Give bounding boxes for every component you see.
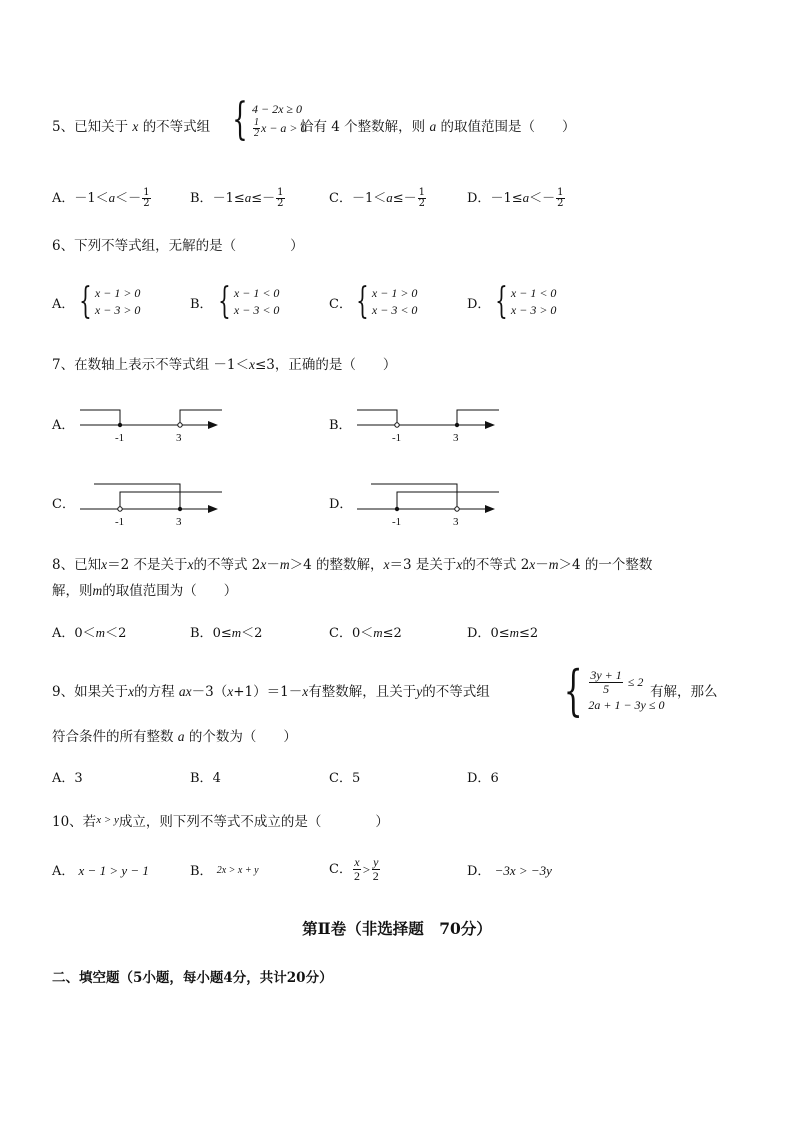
- q7-d-point-1: [395, 507, 399, 511]
- q7-a-tick-2: 3: [176, 432, 182, 444]
- q7-b-right-bracket: [457, 410, 499, 425]
- arrow-icon: [208, 505, 218, 513]
- arrow-icon: [485, 505, 495, 513]
- q10-option-b[interactable]: B． 2x > x + y: [190, 864, 259, 879]
- q9-stem-line1: 9、如果关于x的方程 ax－3（x+1）＝1－x有整数解，且关于y的不等式组: [52, 684, 490, 700]
- q7-a-right-bracket: [180, 410, 222, 425]
- q10-option-d[interactable]: D． −3x > −3y: [467, 863, 552, 879]
- q8-stem-line1: 8、已知x＝2 不是关于x的不等式 2x－m＞4 的整数解，x＝3 是关于x的不等式 2x－m＞4 的一个整数: [52, 557, 653, 573]
- q5-stem-tail: 恰有 4 个整数解，则 a 的取值范围是（ ）: [300, 119, 576, 135]
- q7-a-tick-1: -1: [115, 432, 125, 444]
- q6-option-b[interactable]: { x − 1 < 0 x − 3 < 0: [218, 281, 280, 322]
- q7-d-point-2: [455, 507, 459, 511]
- q7-b-point-1: [395, 423, 399, 427]
- q9-option-b[interactable]: B．4: [190, 771, 221, 786]
- arrow-icon: [208, 421, 218, 429]
- q9-stem-line2: 符合条件的所有整数 a 的个数为（ ）: [52, 729, 297, 745]
- q10-stem: 10、若$^{x > y}$成立，则下列不等式不成立的是（ ）: [52, 814, 389, 830]
- q7-d-upper-bracket: [371, 484, 457, 509]
- q7-option-a-number-line[interactable]: [70, 400, 230, 450]
- q6-option-c-label[interactable]: C．: [329, 297, 352, 312]
- q9-inequality-system: { $\frac{3y + 1}{5}$ ≤ 2 2a + 1 − 3y ≤ 0: [563, 659, 665, 722]
- q6-option-d-label[interactable]: D．: [467, 297, 491, 312]
- q7-option-b-label[interactable]: B．: [329, 418, 352, 433]
- q5-option-c[interactable]: C．－1＜a≤－ $\frac{1}{2}$: [329, 187, 426, 209]
- q9-option-d[interactable]: D．6: [467, 771, 499, 786]
- q7-a-left-bracket: [80, 410, 120, 425]
- q10-option-a[interactable]: A． x − 1 > y − 1: [52, 863, 149, 879]
- q5-stem: 5、已知关于 x 的不等式组: [52, 119, 211, 135]
- q9-option-a[interactable]: A．3: [52, 771, 83, 786]
- q7-option-a-label[interactable]: A．: [52, 418, 75, 433]
- q5-option-d[interactable]: D．－1≤a＜－ $\frac{1}{2}$: [467, 187, 564, 209]
- part-two-title: 二、填空题（5小题，每小题4分，共计20分）: [52, 970, 333, 986]
- q7-c-lower-bracket: [120, 492, 222, 509]
- q6-option-d[interactable]: { x − 1 < 0 x − 3 > 0: [495, 281, 557, 322]
- q7-option-d-label[interactable]: D．: [329, 497, 353, 512]
- q7-d-lower-bracket: [397, 492, 499, 509]
- section-title: 第Ⅱ卷（非选择题 70分）: [302, 919, 492, 938]
- arrow-icon: [485, 421, 495, 429]
- q9-stem-tail: 有解，那么: [650, 684, 718, 700]
- q8-stem-line2: 解，则m的取值范围为（ ）: [52, 583, 238, 599]
- q8-option-d[interactable]: D．0≤m≤2: [467, 625, 539, 641]
- q7-c-point-2: [178, 507, 182, 511]
- q7-option-c-number-line[interactable]: [70, 478, 230, 528]
- q7-c-upper-bracket: [94, 484, 180, 509]
- q8-option-c[interactable]: C．0＜m≤2: [329, 625, 402, 641]
- q7-c-tick-2: 3: [176, 516, 182, 528]
- q7-c-tick-1: -1: [115, 516, 125, 528]
- q6-option-c[interactable]: { x − 1 > 0 x − 3 < 0: [356, 281, 418, 322]
- q7-b-tick-1: -1: [392, 432, 402, 444]
- q9-option-c[interactable]: C．5: [329, 771, 361, 786]
- q10-option-c[interactable]: C． $\frac{x}{2}$ > $\frac{y}{2}$: [329, 855, 379, 883]
- q7-d-tick-2: 3: [453, 516, 459, 528]
- q5-option-b[interactable]: B．－1≤a≤－ $\frac{1}{2}$: [190, 187, 284, 209]
- q7-b-point-2: [455, 423, 459, 427]
- q7-option-c-label[interactable]: C．: [52, 497, 75, 512]
- q5-option-a[interactable]: A．－1＜a＜－ $\frac{1}{2}$: [52, 187, 150, 209]
- q7-option-b-number-line[interactable]: [347, 400, 507, 450]
- q7-c-point-1: [118, 507, 122, 511]
- q6-option-a-label[interactable]: A．: [52, 297, 75, 312]
- q7-option-d-number-line[interactable]: [347, 478, 507, 528]
- q8-option-a[interactable]: A．0＜m＜2: [52, 625, 127, 641]
- q5-inequality-system: { 4 − 2x ≥ 0 $\frac{1}{2}$ x − a > 0: [232, 94, 307, 145]
- q7-a-point-1: [118, 423, 122, 427]
- q6-option-b-label[interactable]: B．: [190, 297, 213, 312]
- q7-b-left-bracket: [357, 410, 397, 425]
- q6-stem: 6、下列不等式组，无解的是（ ）: [52, 238, 304, 254]
- q6-option-a[interactable]: { x − 1 > 0 x − 3 > 0: [79, 281, 141, 322]
- q7-b-tick-2: 3: [453, 432, 459, 444]
- q7-d-tick-1: -1: [392, 516, 402, 528]
- q7-stem: 7、在数轴上表示不等式组 －1＜x≤3，正确的是（ ）: [52, 357, 397, 373]
- q7-a-point-2: [178, 423, 182, 427]
- q8-option-b[interactable]: B．0≤m＜2: [190, 625, 263, 641]
